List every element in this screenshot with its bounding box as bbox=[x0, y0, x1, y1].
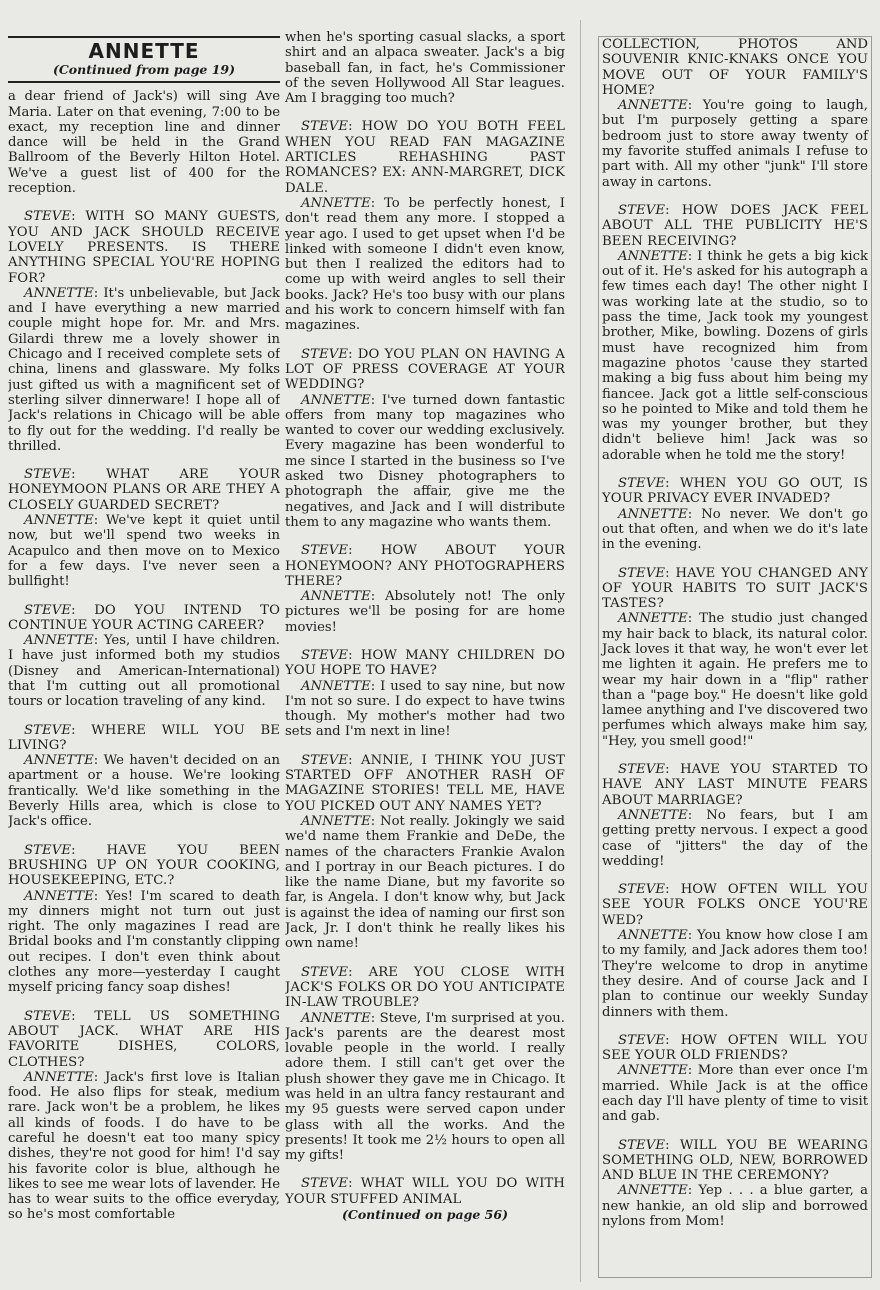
speaker-label: ANNETTE bbox=[24, 633, 94, 649]
continued-from: (Continued from page 19) bbox=[52, 62, 236, 77]
column-divider bbox=[580, 20, 581, 1282]
speaker-label: STEVE bbox=[618, 762, 666, 778]
question-text: TELL US SOMETHING ABOUT JACK. WHAT ARE HIS FAVORITE DISHES, COLORS, CLOTHES? bbox=[8, 1008, 280, 1070]
speaker-label: ANNETTE bbox=[618, 1183, 688, 1199]
answer-text: Yep . . . a blue garter, a new hankie, an old slip and borrowed nylons from Mom! bbox=[602, 1183, 868, 1230]
interview-question: STEVE: WHAT ARE YOUR HONEYMOON PLANS OR ARE THEY A CLOSELY GUARDED SECRET? bbox=[8, 467, 280, 513]
interview-answer: ANNETTE: To be perfectly honest, I don't read them any more. I stopped a year ago. I used to get upset when I'd be linked with someone I didn't even know, but then I realized the editors had to come up with weird angles to sell their books. Jack? He's too busy with our plans and his work to concern himself with fan magazines. bbox=[285, 195, 565, 334]
speaker-label: STEVE bbox=[301, 119, 349, 135]
interview-question: STEVE: DO YOU PLAN ON HAVING A LOT OF PRESS COVERAGE AT YOUR WEDDING? bbox=[285, 346, 565, 393]
speaker-label: STEVE bbox=[24, 722, 72, 738]
interview-answer: ANNETTE: We've kept it quiet until now, but we'll spend two weeks in Acapulco and then move on to Mexico for a few days. I've never seen a bullfight! bbox=[8, 513, 280, 590]
answer-text: Not really. Jokingly we said we'd name them Frankie and DeDe, the names of the characters Frankie Avalon and I portray in our Beach pictures. I do like the name Diane, but my favorite so far, is Angela. I don't know why, but Jack is against the idea of naming our first son Jack, Jr. I don't think he really likes his own name! bbox=[285, 813, 565, 952]
answer-text: No never. We don't go out that often, and when we do it's late in the evening. bbox=[602, 506, 869, 553]
interview-question: STEVE: ANNIE, I THINK YOU JUST STARTED OFF ANOTHER RASH OF MAGAZINE STORIES! TELL ME, HAVE YOU PICKED OUT ANY NAMES YET? bbox=[285, 752, 565, 814]
column-right bbox=[598, 36, 872, 1278]
speaker-label: STEVE bbox=[24, 467, 72, 483]
interview-answer: ANNETTE: The studio just changed my hair back to black, its natural color. Jack loves it that way, he won't ever let me lighten it again. He prefers me to wear my hair down in a "flip" rather than a "page boy." He doesn't like gold lamee anything and I've discovered two perfumes which always make him say, "Hey, you smell good!" bbox=[602, 611, 868, 749]
answer-text: Steve, I'm surprised at you. Jack's parents are the dearest most lovable people in the world. I really adore them. I still can't get over the plush shower they gave me in Chicago. It was held in an ultra fancy restaurant and my 95 guests were served capon under glass with all the works. And the presents! It took me 2½ hours to open all my gifts! bbox=[285, 1010, 565, 1164]
interview-answer: ANNETTE: No never. We don't go out that often, and when we do it's late in the evening. bbox=[602, 506, 869, 553]
speaker-label: ANNETTE bbox=[618, 248, 688, 264]
question-text: HOW ABOUT YOUR HONEYMOON? ANY PHOTOGRAPHERS THERE? bbox=[285, 543, 565, 589]
question-text: WHAT ARE YOUR HONEYMOON PLANS OR ARE THEY A CLOSELY GUARDED SECRET? bbox=[8, 467, 280, 513]
speaker-label: STEVE bbox=[24, 842, 72, 858]
speaker-label: STEVE bbox=[301, 647, 349, 663]
answer-text: Yes, until I have children. I have just informed both my studios (Disney and American-International) that I'm cutting out all promotional tours or location traveling of any kind. bbox=[8, 633, 280, 710]
speaker-label: ANNETTE bbox=[301, 195, 371, 211]
interview-answer: ANNETTE: Yes, until I have children. I have just informed both my studios (Disney and American-International) that I'm cutting out all promotional tours or location traveling of any kind. bbox=[8, 633, 280, 710]
interview-answer: ANNETTE: Absolutely not! The only pictures we'll be posing for are home movies! bbox=[285, 589, 565, 635]
interview-items bbox=[8, 209, 280, 1222]
question-text: HOW DOES JACK FEEL ABOUT ALL THE PUBLICITY HE'S BEEN RECEIVING? bbox=[602, 202, 868, 249]
answer-text: We haven't decided on an apartment or a house. We're looking frantically. We'd like something in the Beverly Hills area, which is close to Jack's office. bbox=[8, 753, 280, 830]
interview-question: STEVE: WILL YOU BE WEARING SOMETHING OLD, NEW, BORROWED AND BLUE IN THE CEREMONY? bbox=[602, 1137, 868, 1184]
interview-answer: ANNETTE: Yep . . . a blue garter, a new hankie, an old slip and borrowed nylons from Mom! bbox=[602, 1183, 868, 1230]
speaker-label: ANNETTE bbox=[618, 98, 688, 114]
interview-answer: ANNETTE: You know how close I am to my family, and Jack adores them too! They're welcome to drop in anytime they desire. And of course Jack and I plan to continue our weekly Sunday dinners with them. bbox=[602, 928, 868, 1020]
interview-question: STEVE: HOW MANY CHILDREN DO YOU HOPE TO HAVE? bbox=[285, 647, 565, 679]
opening-paragraph: when he's sporting casual slacks, a sport shirt and an alpaca sweater. Jack's a big baseball fan, in fact, he's Commissioner of the seven Hollywood All Star leagues. Am I bragging too much? bbox=[285, 30, 565, 107]
answer-text: Absolutely not! The only pictures we'll be posing for are home movies! bbox=[285, 589, 565, 635]
interview-items bbox=[602, 98, 868, 1229]
speaker-label: STEVE bbox=[618, 476, 666, 492]
interview-question: STEVE: HOW DO YOU BOTH FEEL WHEN YOU READ FAN MAGAZINE ARTICLES REHASHING PAST ROMANCES? EX: ANN-MARGRET, DICK DALE. bbox=[285, 119, 565, 196]
question-text: WHAT WILL YOU DO WITH YOUR STUFFED ANIMAL bbox=[285, 1176, 565, 1207]
speaker-label: STEVE bbox=[301, 964, 349, 980]
interview-question: STEVE: ARE YOU CLOSE WITH JACK'S FOLKS OR DO YOU ANTICIPATE IN-LAW TROUBLE? bbox=[285, 964, 565, 1011]
question-text: ARE YOU CLOSE WITH JACK'S FOLKS OR DO YOU ANTICIPATE IN-LAW TROUBLE? bbox=[285, 964, 565, 1011]
question-text: HAVE YOU STARTED TO HAVE ANY LAST MINUTE FEARS ABOUT MARRIAGE? bbox=[602, 762, 868, 808]
interview-answer: ANNETTE: It's unbelievable, but Jack and I have everything a new married couple might hope for. Mr. and Mrs. Gilardi threw me a lovely shower in Chicago and I received complete sets of china, linens and glassware. My folks just gifted us with a magnificent set of sterling silver dinnerware! I hope all of Jack's relations in Chicago will be able to fly out for the wedding. I'd really be thrilled. bbox=[8, 285, 280, 454]
continued-on: (Continued on page 56) bbox=[341, 1207, 508, 1223]
speaker-label: ANNETTE bbox=[24, 1069, 94, 1085]
answer-text: You're going to laugh, but I'm purposely getting a spare bedroom just to store away twenty of my favorite stuffed animals I refuse to part with. All my other "junk" I'll store away in cartons. bbox=[602, 98, 868, 190]
speaker-label: STEVE bbox=[618, 565, 666, 581]
speaker-label: ANNETTE bbox=[301, 589, 371, 605]
opening-paragraph: a dear friend of Jack's) will sing Ave Maria. Later on that evening, 7:00 to be exact, my reception line and dinner dance will be held in the Grand Ballroom of the Beverly Hilton Hotel. We've a guest list of 400 for the reception. bbox=[8, 89, 280, 197]
speaker-label: ANNETTE bbox=[24, 285, 94, 301]
interview-answer: ANNETTE: Yes! I'm scared to death my dinners might not turn out just right. The only magazines I read are Bridal books and I'm constantly clipping out recipes. I don't even think about clothes any more—yesterday I caught myself pricing fancy soap dishes! bbox=[8, 888, 280, 996]
interview-question: STEVE: WHEN YOU GO OUT, IS YOUR PRIVACY EVER INVADED? bbox=[602, 476, 868, 507]
interview-answer: ANNETTE: I've turned down fantastic offers from many top magazines who wanted to cover our wedding exclusively. Every magazine has been wonderful to me since I started in the business so I've asked two Disney photographers to photograph the affair, give me the negatives, and Jack and I will distribute them to any magazine who wants them. bbox=[285, 392, 565, 530]
speaker-label: STEVE bbox=[24, 209, 72, 225]
speaker-label: STEVE bbox=[24, 602, 72, 618]
interview-answer: ANNETTE: Jack's first love is Italian food. He also flips for steak, medium rare. Jack won't be a problem, he likes all kinds of foods. I do have to be careful he doesn't eat too many spicy dishes, they're not good for him! I'd say his favorite color is blue, although he likes to see me wear lots of lavender. He has to wear suits to the office everyday, so he's most comfortable bbox=[8, 1069, 280, 1223]
interview-items bbox=[285, 119, 565, 1207]
answer-text: Yes! I'm scared to death my dinners might not turn out just right. The only magazines I read are Bridal books and I'm constantly clipping out recipes. I don't even think about clothes any more—yesterday I caught myself pricing fancy soap dishes! bbox=[8, 888, 280, 996]
interview-question: STEVE: HOW OFTEN WILL YOU SEE YOUR FOLKS ONCE YOU'RE WED? bbox=[602, 882, 868, 928]
answer-text: The studio just changed my hair back to black, its natural color. Jack loves it that way, he won't ever let me lighten it again. He prefers me to wear my hair down in a "flip" rather than a "page boy." He doesn't like gold lamee anything and I've discovered two perfumes which always make him say, "Hey, you smell good!" bbox=[602, 611, 868, 749]
question-text: WILL YOU BE WEARING SOMETHING OLD, NEW, BORROWED AND BLUE IN THE CEREMONY? bbox=[602, 1137, 868, 1184]
interview-answer: ANNETTE: We haven't decided on an apartment or a house. We're looking frantically. We'd like something in the Beverly Hills area, which is close to Jack's office. bbox=[8, 753, 280, 830]
speaker-label: ANNETTE bbox=[301, 1010, 371, 1026]
question-text: HAVE YOU BEEN BRUSHING UP ON YOUR COOKING, HOUSEKEEPING, ETC.? bbox=[8, 842, 280, 889]
answer-text: To be perfectly honest, I don't read them any more. I stopped a year ago. I used to get upset when I'd be linked with someone I didn't even know, but then I realized the editors had to come up with weird angles to sell their books. Jack? He's too busy with our plans and his work to concern himself with fan magazines. bbox=[285, 195, 565, 334]
question-text: HOW OFTEN WILL YOU SEE YOUR OLD FRIENDS? bbox=[602, 1032, 868, 1064]
answer-text: More than ever once I'm married. While Jack is at the office each day I'll have plenty of time to visit and gab. bbox=[602, 1063, 868, 1125]
question-text: WHERE WILL YOU BE LIVING? bbox=[8, 722, 280, 753]
question-text: HOW DO YOU BOTH FEEL WHEN YOU READ FAN MAGAZINE ARTICLES REHASHING PAST ROMANCES? EX: ANN-MARGRET, DICK DALE. bbox=[285, 119, 565, 196]
question-text: DO YOU PLAN ON HAVING A LOT OF PRESS COVERAGE AT YOUR WEDDING? bbox=[285, 346, 565, 393]
interview-answer: ANNETTE: I think he gets a big kick out of it. He's asked for his autograph a few times each day! The other night I was working late at the studio, so to pass the time, Jack took my youngest brother, Mike, bowling. Dozens of girls must have recognized him from magazine photos 'cause they started making a big fuss about him being my fiancee. Jack got a little self-conscious so he pointed to Mike and told them he was my younger brother, but they didn't believe him! Jack was so adorable when he told me the story! bbox=[602, 248, 868, 463]
answer-text: Jack's first love is Italian food. He also flips for steak, medium rare. Jack won't be a problem, he likes all kinds of foods. I do have to be careful he doesn't eat too many spicy dishes, they're not good for him! I'd say his favorite color is blue, although he likes to see me wear lots of lavender. He has to wear suits to the office everyday, so he's most comfortable bbox=[8, 1069, 280, 1223]
interview-question: STEVE: TELL US SOMETHING ABOUT JACK. WHAT ARE HIS FAVORITE DISHES, COLORS, CLOTHES? bbox=[8, 1008, 280, 1070]
speaker-label: STEVE bbox=[301, 1176, 349, 1192]
question-text: HAVE YOU CHANGED ANY OF YOUR HABITS TO SUIT JACK'S TASTES? bbox=[602, 565, 868, 612]
interview-question: STEVE: DO YOU INTEND TO CONTINUE YOUR ACTING CAREER? bbox=[8, 602, 280, 633]
question-text: DO YOU INTEND TO CONTINUE YOUR ACTING CAREER? bbox=[8, 602, 280, 633]
speaker-label: ANNETTE bbox=[618, 611, 688, 627]
interview-question: STEVE: WITH SO MANY GUESTS, YOU AND JACK SHOULD RECEIVE LOVELY PRESENTS. IS THERE ANYTHING SPECIAL YOU'RE HOPING FOR? bbox=[8, 209, 280, 286]
column-middle bbox=[285, 30, 565, 1285]
speaker-label: ANNETTE bbox=[24, 753, 94, 769]
interview-answer: ANNETTE: No fears, but I am getting pretty nervous. I expect a good case of "jitters" the day of the wedding! bbox=[602, 807, 868, 869]
question-text: HOW OFTEN WILL YOU SEE YOUR FOLKS ONCE YOU'RE WED? bbox=[602, 882, 868, 928]
question-text: WHEN YOU GO OUT, IS YOUR PRIVACY EVER INVADED? bbox=[602, 476, 868, 507]
speaker-label: STEVE bbox=[301, 346, 349, 362]
answer-text: It's unbelievable, but Jack and I have everything a new married couple might hope for. Mr. and Mrs. Gilardi threw me a lovely shower in Chicago and I received complete sets of china, linens and glassware. My folks just gifted us with a magnificent set of sterling silver dinnerware! I hope all of Jack's relations in Chicago will be able to fly out for the wedding. I'd really be thrilled. bbox=[8, 285, 280, 454]
interview-answer: ANNETTE: More than ever once I'm married. While Jack is at the office each day I'll have plenty of time to visit and gab. bbox=[602, 1063, 868, 1125]
answer-text: I think he gets a big kick out of it. He's asked for his autograph a few times each day! The other night I was working late at the studio, so to pass the time, Jack took my youngest brother, Mike, bowling. Dozens of girls must have recognized him from magazine photos 'cause they started making a big fuss about him being my fiancee. Jack got a little self-conscious so he pointed to Mike and told them he was my younger brother, but they didn't believe him! Jack was so adorable when he told me the story! bbox=[602, 248, 868, 463]
column-left bbox=[8, 30, 280, 1285]
speaker-label: STEVE bbox=[24, 1008, 72, 1024]
speaker-label: ANNETTE bbox=[24, 888, 94, 904]
interview-question: STEVE: HAVE YOU STARTED TO HAVE ANY LAST MINUTE FEARS ABOUT MARRIAGE? bbox=[602, 762, 868, 808]
interview-answer: ANNETTE: Not really. Jokingly we said we'd name them Frankie and DeDe, the names of the characters Frankie Avalon and I portray in our Beach pictures. I do like the name Diane, but my favorite so far, is Angela. I don't know why, but Jack is against the idea of naming our first son Jack, Jr. I don't think he really likes his own name! bbox=[285, 813, 565, 952]
speaker-label: STEVE bbox=[301, 543, 349, 559]
interview-question: STEVE: HAVE YOU CHANGED ANY OF YOUR HABITS TO SUIT JACK'S TASTES? bbox=[602, 565, 868, 612]
opening-question-fragment: COLLECTION, PHOTOS AND SOUVENIR KNIC-KNAKS ONCE YOU MOVE OUT OF YOUR FAMILY'S HOME? bbox=[602, 37, 868, 98]
question-text: HOW MANY CHILDREN DO YOU HOPE TO HAVE? bbox=[285, 647, 565, 679]
speaker-label: ANNETTE bbox=[618, 928, 688, 944]
speaker-label: STEVE bbox=[618, 1137, 666, 1153]
interview-question: STEVE: HOW ABOUT YOUR HONEYMOON? ANY PHOTOGRAPHERS THERE? bbox=[285, 543, 565, 589]
interview-answer: ANNETTE: You're going to laugh, but I'm purposely getting a spare bedroom just to store away twenty of my favorite stuffed animals I refuse to part with. All my other "junk" I'll store away in cartons. bbox=[602, 98, 868, 190]
speaker-label: STEVE bbox=[301, 752, 349, 768]
speaker-label: ANNETTE bbox=[301, 392, 371, 408]
article-title: ANNETTE bbox=[88, 39, 200, 63]
speaker-label: ANNETTE bbox=[301, 813, 371, 829]
speaker-label: ANNETTE bbox=[618, 1063, 688, 1079]
speaker-label: ANNETTE bbox=[24, 513, 94, 529]
interview-answer: ANNETTE: Steve, I'm surprised at you. Jack's parents are the dearest most lovable people in the world. I really adore them. I still can't get over the plush shower they gave me in Chicago. It was held in an ultra fancy restaurant and my 95 guests were served capon under glass with all the works. And the presents! It took me 2½ hours to open all my gifts! bbox=[285, 1010, 565, 1164]
interview-question: STEVE: WHAT WILL YOU DO WITH YOUR STUFFED ANIMAL bbox=[285, 1176, 565, 1207]
interview-question: STEVE: WHERE WILL YOU BE LIVING? bbox=[8, 722, 280, 753]
answer-text: I've turned down fantastic offers from many top magazines who wanted to cover our wedding exclusively. Every magazine has been wonderful to me since I started in the business so I've asked two Disney photographers to photograph the affair, give me the negatives, and Jack and I will distribute them to any magazine who wants them. bbox=[285, 392, 565, 530]
speaker-label: ANNETTE bbox=[618, 807, 688, 823]
answer-text: You know how close I am to my family, and Jack adores them too! They're welcome to drop in anytime they desire. And of course Jack and I plan to continue our weekly Sunday dinners with them. bbox=[602, 928, 868, 1020]
question-text: ANNIE, I THINK YOU JUST STARTED OFF ANOTHER RASH OF MAGAZINE STORIES! TELL ME, HAVE YOU PICKED OUT ANY NAMES YET? bbox=[285, 752, 565, 814]
answer-text: We've kept it quiet until now, but we'll spend two weeks in Acapulco and then move on to Mexico for a few days. I've never seen a bullfight! bbox=[8, 513, 280, 590]
interview-answer: ANNETTE: I used to say nine, but now I'm not so sure. I do expect to have twins though. My mother's mother had two sets and I'm next in line! bbox=[285, 678, 565, 740]
question-text: WITH SO MANY GUESTS, YOU AND JACK SHOULD RECEIVE LOVELY PRESENTS. IS THERE ANYTHING SPECIAL YOU'RE HOPING FOR? bbox=[8, 209, 280, 286]
answer-text: I used to say nine, but now I'm not so sure. I do expect to have twins though. My mother's mother had two sets and I'm next in line! bbox=[285, 678, 565, 740]
speaker-label: ANNETTE bbox=[301, 678, 371, 694]
interview-question: STEVE: HOW OFTEN WILL YOU SEE YOUR OLD FRIENDS? bbox=[602, 1032, 868, 1064]
speaker-label: STEVE bbox=[618, 882, 666, 898]
interview-question: STEVE: HOW DOES JACK FEEL ABOUT ALL THE PUBLICITY HE'S BEEN RECEIVING? bbox=[602, 202, 868, 249]
speaker-label: ANNETTE bbox=[618, 506, 688, 522]
interview-question: STEVE: HAVE YOU BEEN BRUSHING UP ON YOUR COOKING, HOUSEKEEPING, ETC.? bbox=[8, 842, 280, 889]
speaker-label: STEVE bbox=[618, 1032, 666, 1048]
answer-text: No fears, but I am getting pretty nervous. I expect a good case of "jitters" the day of the wedding! bbox=[602, 807, 868, 869]
speaker-label: STEVE bbox=[618, 202, 666, 218]
article-header bbox=[8, 36, 280, 83]
